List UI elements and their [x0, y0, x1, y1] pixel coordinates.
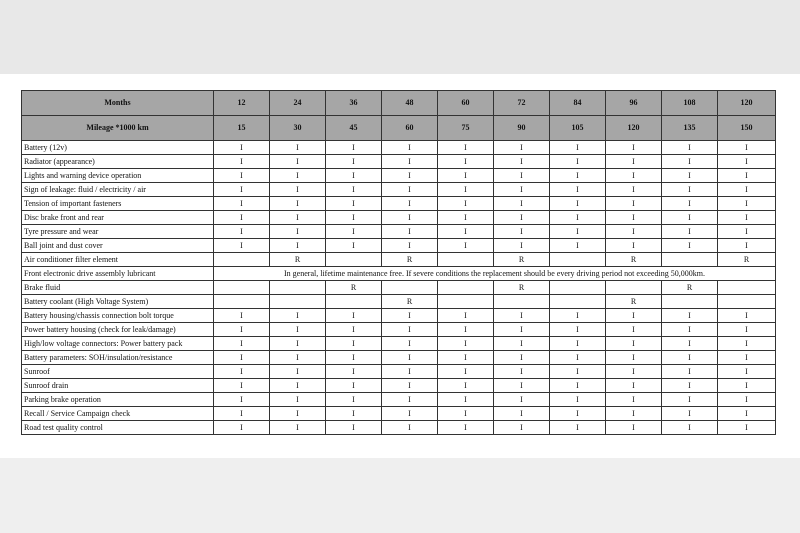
schedule-cell: I — [382, 211, 438, 225]
month-cell: 12 — [214, 91, 270, 116]
schedule-cell: I — [606, 351, 662, 365]
schedule-cell: R — [606, 253, 662, 267]
schedule-cell: I — [382, 155, 438, 169]
schedule-cell: I — [270, 421, 326, 435]
schedule-cell: I — [718, 197, 776, 211]
schedule-cell: I — [662, 365, 718, 379]
schedule-cell: I — [494, 309, 550, 323]
mileage-cell: 105 — [550, 116, 606, 141]
schedule-cell: I — [326, 421, 382, 435]
schedule-cell: I — [550, 183, 606, 197]
table-row — [22, 141, 776, 155]
schedule-cell: I — [326, 239, 382, 253]
schedule-cell: I — [326, 155, 382, 169]
schedule-cell: I — [494, 407, 550, 421]
table-row — [22, 421, 776, 435]
schedule-cell: I — [270, 393, 326, 407]
schedule-cell: I — [326, 365, 382, 379]
mileage-cell: 15 — [214, 116, 270, 141]
table-row — [22, 225, 776, 239]
table-row — [22, 281, 776, 295]
schedule-cell: I — [326, 379, 382, 393]
maintenance-item-label: Road test quality control — [22, 421, 214, 435]
schedule-cell: I — [382, 225, 438, 239]
schedule-cell: I — [438, 309, 494, 323]
schedule-cell: I — [662, 379, 718, 393]
schedule-cell: I — [606, 183, 662, 197]
schedule-cell: R — [494, 281, 550, 295]
schedule-cell: I — [550, 337, 606, 351]
schedule-cell: I — [214, 351, 270, 365]
schedule-cell: I — [382, 183, 438, 197]
schedule-cell: R — [382, 253, 438, 267]
schedule-cell: I — [550, 351, 606, 365]
table-row — [22, 407, 776, 421]
schedule-cell: I — [214, 141, 270, 155]
schedule-cell: I — [270, 407, 326, 421]
schedule-cell: I — [326, 393, 382, 407]
schedule-cell: I — [326, 351, 382, 365]
mileage-cell: 150 — [718, 116, 776, 141]
schedule-cell: I — [606, 323, 662, 337]
schedule-cell: I — [382, 141, 438, 155]
schedule-cell: I — [270, 225, 326, 239]
schedule-cell: I — [382, 379, 438, 393]
schedule-cell: I — [214, 393, 270, 407]
schedule-cell: I — [494, 323, 550, 337]
schedule-cell: I — [382, 337, 438, 351]
schedule-cell — [438, 281, 494, 295]
schedule-cell: I — [438, 197, 494, 211]
schedule-cell: R — [382, 295, 438, 309]
schedule-cell: I — [382, 407, 438, 421]
schedule-cell: I — [326, 183, 382, 197]
schedule-cell: I — [718, 183, 776, 197]
schedule-cell: I — [718, 407, 776, 421]
table-row — [22, 169, 776, 183]
schedule-cell: I — [718, 169, 776, 183]
schedule-cell: I — [438, 239, 494, 253]
schedule-cell — [550, 253, 606, 267]
schedule-cell — [214, 253, 270, 267]
schedule-cell: I — [550, 407, 606, 421]
schedule-cell: R — [606, 295, 662, 309]
month-cell: 72 — [494, 91, 550, 116]
schedule-cell: I — [270, 239, 326, 253]
maintenance-item-label: Sunroof — [22, 365, 214, 379]
schedule-cell: I — [270, 183, 326, 197]
schedule-cell: I — [494, 365, 550, 379]
schedule-cell: I — [662, 393, 718, 407]
mileage-cell: 45 — [326, 116, 382, 141]
schedule-cell — [718, 281, 776, 295]
table-row — [22, 309, 776, 323]
schedule-cell: I — [606, 337, 662, 351]
maintenance-item-label: Tyre pressure and wear — [22, 225, 214, 239]
month-cell: 60 — [438, 91, 494, 116]
table-row — [22, 295, 776, 309]
schedule-cell: I — [438, 323, 494, 337]
schedule-cell: I — [494, 337, 550, 351]
schedule-cell: I — [270, 337, 326, 351]
schedule-cell: I — [494, 379, 550, 393]
schedule-cell: I — [606, 407, 662, 421]
schedule-cell: I — [494, 225, 550, 239]
schedule-cell: I — [718, 211, 776, 225]
schedule-cell: I — [550, 309, 606, 323]
schedule-cell: I — [270, 169, 326, 183]
schedule-cell: I — [550, 239, 606, 253]
schedule-cell: I — [662, 239, 718, 253]
mileage-cell: 75 — [438, 116, 494, 141]
maintenance-item-label: Radiator (appearance) — [22, 155, 214, 169]
month-cell: 96 — [606, 91, 662, 116]
schedule-cell: I — [326, 309, 382, 323]
schedule-cell: I — [382, 393, 438, 407]
schedule-cell — [662, 295, 718, 309]
schedule-cell: I — [662, 407, 718, 421]
schedule-cell: I — [438, 183, 494, 197]
schedule-cell: I — [494, 211, 550, 225]
schedule-cell: I — [438, 141, 494, 155]
maintenance-item-label: Recall / Service Campaign check — [22, 407, 214, 421]
month-cell: 36 — [326, 91, 382, 116]
schedule-cell — [326, 253, 382, 267]
schedule-cell: I — [606, 169, 662, 183]
schedule-cell: I — [606, 225, 662, 239]
schedule-cell — [494, 295, 550, 309]
maintenance-item-label: Disc brake front and rear — [22, 211, 214, 225]
schedule-cell: I — [662, 155, 718, 169]
table-row — [22, 253, 776, 267]
schedule-cell — [438, 295, 494, 309]
months-header-row — [22, 91, 776, 116]
schedule-cell: I — [438, 225, 494, 239]
schedule-cell: I — [550, 421, 606, 435]
month-cell: 48 — [382, 91, 438, 116]
schedule-cell: I — [662, 183, 718, 197]
schedule-cell: I — [214, 169, 270, 183]
schedule-cell: I — [606, 365, 662, 379]
schedule-cell: I — [662, 323, 718, 337]
table-row — [22, 337, 776, 351]
schedule-cell: I — [438, 211, 494, 225]
schedule-cell: I — [214, 421, 270, 435]
schedule-cell: I — [550, 141, 606, 155]
schedule-cell: I — [718, 225, 776, 239]
schedule-cell: I — [606, 197, 662, 211]
mileage-cell: 135 — [662, 116, 718, 141]
schedule-cell: I — [494, 155, 550, 169]
maintenance-item-label: Parking brake operation — [22, 393, 214, 407]
schedule-cell: I — [270, 309, 326, 323]
maintenance-item-label: Battery coolant (High Voltage System) — [22, 295, 214, 309]
schedule-cell: I — [438, 155, 494, 169]
schedule-cell: I — [214, 337, 270, 351]
schedule-cell — [326, 295, 382, 309]
schedule-cell — [382, 281, 438, 295]
schedule-cell: I — [438, 337, 494, 351]
schedule-cell: I — [382, 323, 438, 337]
mileage-cell: 60 — [382, 116, 438, 141]
maintenance-item-label: Lights and warning device operation — [22, 169, 214, 183]
maintenance-item-label: Ball joint and dust cover — [22, 239, 214, 253]
schedule-cell: I — [270, 211, 326, 225]
schedule-cell: I — [270, 155, 326, 169]
schedule-cell: I — [606, 141, 662, 155]
schedule-cell: I — [494, 351, 550, 365]
schedule-cell: I — [662, 309, 718, 323]
schedule-cell: I — [550, 379, 606, 393]
schedule-cell: R — [662, 281, 718, 295]
table-row — [22, 323, 776, 337]
schedule-cell: I — [606, 379, 662, 393]
schedule-cell: I — [550, 225, 606, 239]
schedule-cell: I — [606, 393, 662, 407]
maintenance-item-label: Air conditioner filter element — [22, 253, 214, 267]
maintenance-item-label: Tension of important fasteners — [22, 197, 214, 211]
schedule-cell: I — [718, 337, 776, 351]
schedule-cell: I — [270, 141, 326, 155]
schedule-cell: I — [214, 365, 270, 379]
schedule-cell: I — [718, 141, 776, 155]
schedule-cell — [270, 295, 326, 309]
table-row — [22, 155, 776, 169]
schedule-cell: I — [270, 365, 326, 379]
schedule-cell: I — [550, 323, 606, 337]
schedule-cell: I — [606, 239, 662, 253]
month-cell: 84 — [550, 91, 606, 116]
schedule-cell: I — [382, 197, 438, 211]
maintenance-item-label: Sunroof drain — [22, 379, 214, 393]
maintenance-item-label: Power battery housing (check for leak/damage) — [22, 323, 214, 337]
schedule-cell: I — [550, 365, 606, 379]
schedule-cell: I — [438, 365, 494, 379]
schedule-cell: I — [270, 197, 326, 211]
schedule-cell: I — [550, 197, 606, 211]
schedule-cell: I — [214, 407, 270, 421]
schedule-cell: I — [382, 309, 438, 323]
schedule-cell: I — [550, 211, 606, 225]
maintenance-item-label: Sign of leakage: fluid / electricity / air — [22, 183, 214, 197]
mileage-header-row — [22, 116, 776, 141]
schedule-cell: I — [494, 141, 550, 155]
schedule-cell — [550, 295, 606, 309]
table-row — [22, 379, 776, 393]
schedule-cell: I — [382, 169, 438, 183]
schedule-cell: I — [214, 379, 270, 393]
schedule-cell: I — [494, 169, 550, 183]
schedule-cell: I — [662, 211, 718, 225]
maintenance-item-label: Battery parameters: SOH/insulation/resistance — [22, 351, 214, 365]
schedule-cell: I — [494, 239, 550, 253]
schedule-cell: I — [606, 309, 662, 323]
schedule-cell: I — [662, 141, 718, 155]
schedule-cell: I — [382, 239, 438, 253]
schedule-cell: I — [214, 323, 270, 337]
table-row — [22, 351, 776, 365]
table-row — [22, 239, 776, 253]
schedule-cell: I — [270, 351, 326, 365]
maintenance-note: In general, lifetime maintenance free. If severe conditions the replacement should be every driving period not exceeding 50,000km. — [214, 267, 776, 281]
mileage-cell: 30 — [270, 116, 326, 141]
schedule-cell: R — [326, 281, 382, 295]
schedule-cell: I — [494, 421, 550, 435]
schedule-cell — [214, 281, 270, 295]
schedule-cell: I — [662, 421, 718, 435]
schedule-cell: I — [662, 337, 718, 351]
schedule-cell: I — [270, 379, 326, 393]
schedule-cell — [718, 295, 776, 309]
schedule-cell: R — [270, 253, 326, 267]
schedule-cell: I — [606, 155, 662, 169]
schedule-cell: I — [494, 183, 550, 197]
table-row — [22, 393, 776, 407]
schedule-cell: I — [718, 323, 776, 337]
schedule-cell — [214, 295, 270, 309]
maintenance-item-label: Battery (12v) — [22, 141, 214, 155]
table-header — [22, 91, 776, 141]
document-sheet — [0, 74, 800, 458]
schedule-cell — [438, 253, 494, 267]
schedule-cell: I — [718, 365, 776, 379]
maintenance-schedule-table — [21, 90, 776, 435]
months-label: Months — [22, 91, 214, 116]
schedule-cell: I — [438, 379, 494, 393]
table-row — [22, 211, 776, 225]
maintenance-item-label: Front electronic drive assembly lubricant — [22, 267, 214, 281]
schedule-cell: I — [718, 393, 776, 407]
schedule-cell: I — [606, 421, 662, 435]
schedule-cell: I — [550, 393, 606, 407]
schedule-cell: I — [662, 169, 718, 183]
schedule-cell: I — [382, 365, 438, 379]
schedule-cell: I — [718, 239, 776, 253]
schedule-cell: I — [214, 183, 270, 197]
schedule-cell: I — [718, 421, 776, 435]
table-row — [22, 197, 776, 211]
schedule-cell: I — [438, 421, 494, 435]
schedule-cell — [270, 281, 326, 295]
schedule-cell: I — [438, 351, 494, 365]
maintenance-item-label: Battery housing/chassis connection bolt torque — [22, 309, 214, 323]
schedule-cell: I — [550, 169, 606, 183]
schedule-cell: R — [494, 253, 550, 267]
month-cell: 120 — [718, 91, 776, 116]
table-body — [22, 141, 776, 435]
top-background-band — [0, 0, 800, 74]
schedule-cell: I — [326, 407, 382, 421]
schedule-cell: I — [662, 225, 718, 239]
schedule-cell: I — [438, 169, 494, 183]
schedule-cell: I — [326, 197, 382, 211]
mileage-label: Mileage *1000 km — [22, 116, 214, 141]
mileage-cell: 120 — [606, 116, 662, 141]
schedule-cell: I — [270, 323, 326, 337]
schedule-cell — [550, 281, 606, 295]
schedule-cell: I — [494, 197, 550, 211]
schedule-cell: I — [438, 407, 494, 421]
month-cell: 108 — [662, 91, 718, 116]
schedule-cell: I — [382, 421, 438, 435]
schedule-cell: I — [438, 393, 494, 407]
schedule-cell: I — [662, 197, 718, 211]
month-cell: 24 — [270, 91, 326, 116]
schedule-cell: I — [326, 211, 382, 225]
schedule-cell: I — [662, 351, 718, 365]
schedule-cell — [662, 253, 718, 267]
mileage-cell: 90 — [494, 116, 550, 141]
schedule-cell: I — [326, 323, 382, 337]
schedule-cell — [606, 281, 662, 295]
schedule-cell: I — [326, 141, 382, 155]
schedule-cell: I — [718, 351, 776, 365]
schedule-cell: I — [326, 225, 382, 239]
schedule-cell: I — [326, 169, 382, 183]
table-row — [22, 183, 776, 197]
schedule-cell: I — [718, 379, 776, 393]
schedule-cell: I — [326, 337, 382, 351]
schedule-cell: I — [214, 239, 270, 253]
schedule-cell: I — [718, 155, 776, 169]
bottom-background-band — [0, 458, 800, 533]
table-row — [22, 267, 776, 281]
schedule-cell: I — [382, 351, 438, 365]
schedule-cell: I — [606, 211, 662, 225]
table-row — [22, 365, 776, 379]
schedule-cell: I — [214, 225, 270, 239]
schedule-cell: I — [550, 155, 606, 169]
schedule-cell: I — [214, 211, 270, 225]
maintenance-item-label: High/low voltage connectors: Power battery pack — [22, 337, 214, 351]
schedule-cell: I — [494, 393, 550, 407]
maintenance-item-label: Brake fluid — [22, 281, 214, 295]
schedule-cell: I — [214, 197, 270, 211]
schedule-cell: I — [214, 309, 270, 323]
schedule-cell: R — [718, 253, 776, 267]
schedule-cell: I — [718, 309, 776, 323]
schedule-cell: I — [214, 155, 270, 169]
